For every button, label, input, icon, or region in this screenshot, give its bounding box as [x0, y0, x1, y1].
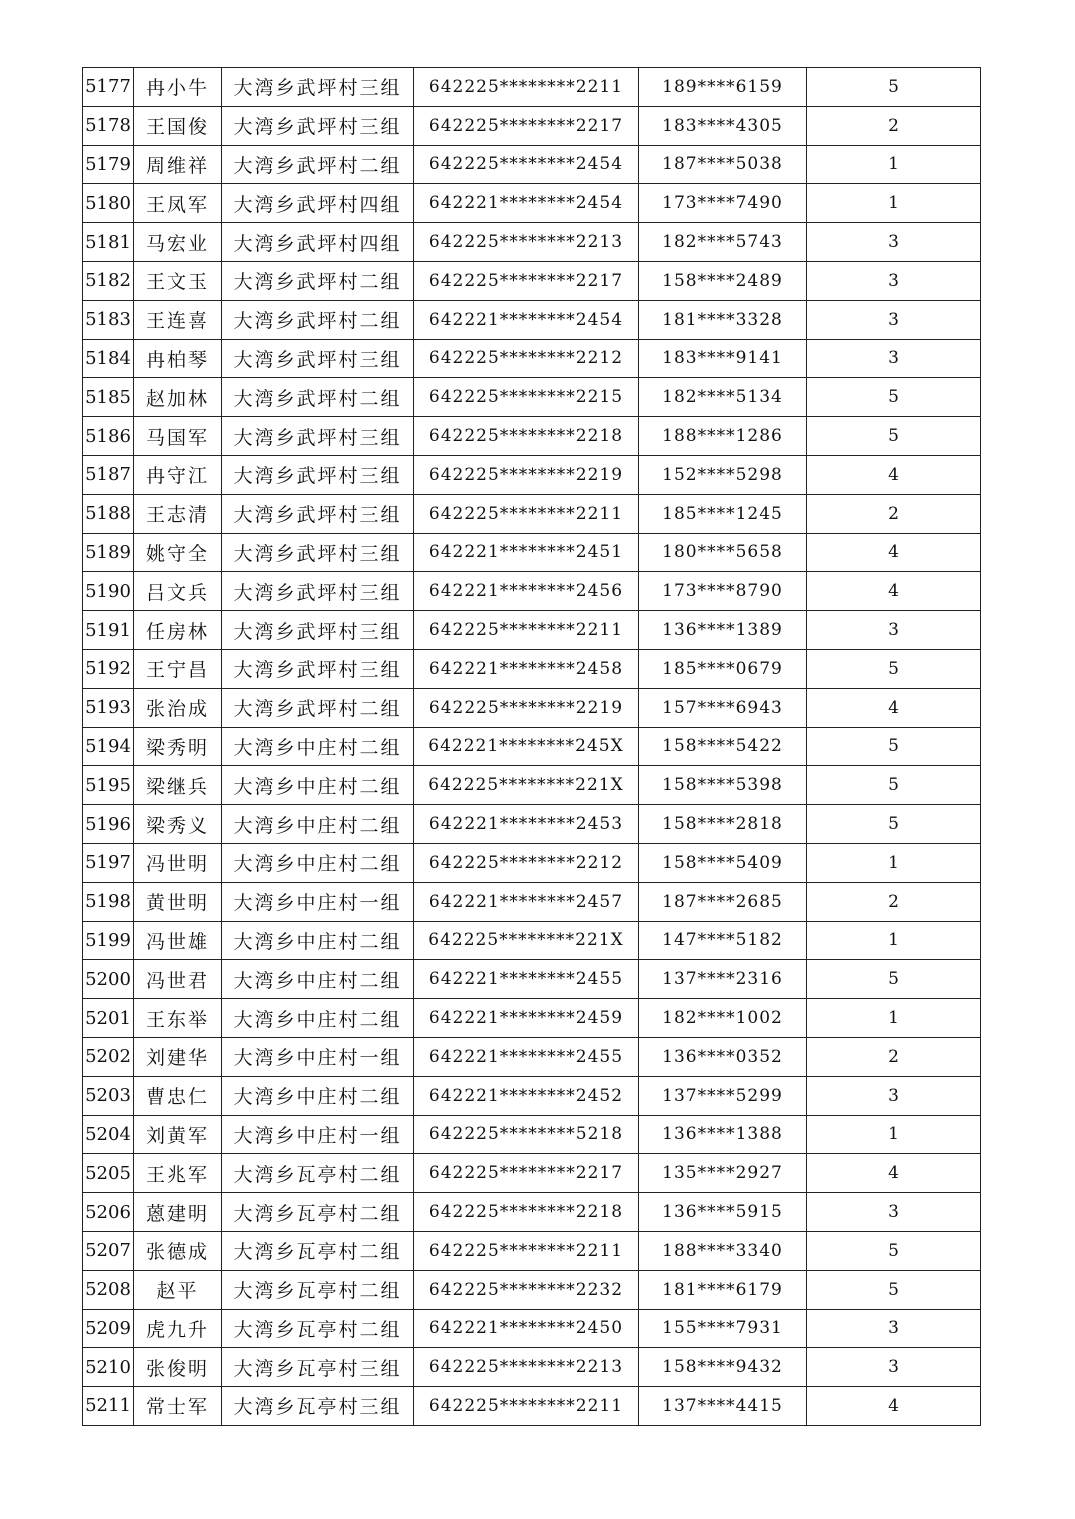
id-number-cell: 642225********2219 — [414, 688, 639, 727]
household-count-cell: 4 — [807, 533, 981, 572]
person-name-cell: 吕文兵 — [134, 572, 222, 611]
phone-cell: 187****5038 — [639, 145, 807, 184]
id-number-cell: 642225********2211 — [414, 1387, 639, 1426]
address-cell: 大湾乡中庄村一组 — [222, 1115, 414, 1154]
id-number-cell: 642225********2217 — [414, 106, 639, 145]
table-row — [83, 223, 981, 262]
person-name-cell: 王凤军 — [134, 184, 222, 223]
table-row — [83, 1348, 981, 1387]
table-row — [83, 1309, 981, 1348]
person-name-cell: 黄世明 — [134, 882, 222, 921]
address-cell: 大湾乡中庄村二组 — [222, 1076, 414, 1115]
person-name-cell: 周维祥 — [134, 145, 222, 184]
table-row — [83, 1076, 981, 1115]
person-name-cell: 曹忠仁 — [134, 1076, 222, 1115]
row-number-cell: 5209 — [83, 1309, 134, 1348]
household-count-cell: 3 — [807, 300, 981, 339]
id-number-cell: 642225********2211 — [414, 1231, 639, 1270]
id-number-cell: 642225********221X — [414, 921, 639, 960]
person-name-cell: 冯世君 — [134, 960, 222, 999]
household-count-cell: 3 — [807, 1309, 981, 1348]
person-name-cell: 蒽建明 — [134, 1193, 222, 1232]
row-number-cell: 5189 — [83, 533, 134, 572]
person-name-cell: 王志清 — [134, 494, 222, 533]
person-name-cell: 冉柏琴 — [134, 339, 222, 378]
address-cell: 大湾乡武坪村二组 — [222, 688, 414, 727]
id-number-cell: 642221********2450 — [414, 1309, 639, 1348]
household-count-cell: 5 — [807, 727, 981, 766]
person-name-cell: 张治成 — [134, 688, 222, 727]
table-row — [83, 1387, 981, 1426]
phone-cell: 181****3328 — [639, 300, 807, 339]
household-count-cell: 4 — [807, 688, 981, 727]
household-count-cell: 3 — [807, 1193, 981, 1232]
row-number-cell: 5206 — [83, 1193, 134, 1232]
person-name-cell: 冯世明 — [134, 843, 222, 882]
table-row — [83, 300, 981, 339]
address-cell: 大湾乡中庄村一组 — [222, 1037, 414, 1076]
phone-cell: 183****4305 — [639, 106, 807, 145]
id-number-cell: 642225********2213 — [414, 1348, 639, 1387]
person-name-cell: 王文玉 — [134, 261, 222, 300]
address-cell: 大湾乡中庄村二组 — [222, 843, 414, 882]
household-count-cell: 2 — [807, 494, 981, 533]
household-count-cell: 5 — [807, 1231, 981, 1270]
row-number-cell: 5181 — [83, 223, 134, 262]
household-count-cell: 3 — [807, 1076, 981, 1115]
table-row — [83, 688, 981, 727]
household-count-cell: 5 — [807, 68, 981, 107]
address-cell: 大湾乡武坪村三组 — [222, 494, 414, 533]
row-number-cell: 5190 — [83, 572, 134, 611]
table-row — [83, 1115, 981, 1154]
address-cell: 大湾乡瓦亭村三组 — [222, 1348, 414, 1387]
table-row — [83, 766, 981, 805]
address-cell: 大湾乡中庄村一组 — [222, 882, 414, 921]
household-count-cell: 5 — [807, 805, 981, 844]
address-cell: 大湾乡中庄村二组 — [222, 960, 414, 999]
id-number-cell: 642221********2453 — [414, 805, 639, 844]
phone-cell: 136****0352 — [639, 1037, 807, 1076]
address-cell: 大湾乡武坪村四组 — [222, 184, 414, 223]
table-row — [83, 572, 981, 611]
household-count-cell: 4 — [807, 1154, 981, 1193]
id-number-cell: 642225********2454 — [414, 145, 639, 184]
phone-cell: 137****4415 — [639, 1387, 807, 1426]
address-cell: 大湾乡武坪村二组 — [222, 300, 414, 339]
household-count-cell: 2 — [807, 1037, 981, 1076]
phone-cell: 185****1245 — [639, 494, 807, 533]
person-name-cell: 常士军 — [134, 1387, 222, 1426]
person-name-cell: 虎九升 — [134, 1309, 222, 1348]
person-name-cell: 张俊明 — [134, 1348, 222, 1387]
row-number-cell: 5202 — [83, 1037, 134, 1076]
table-row — [83, 184, 981, 223]
phone-cell: 136****1389 — [639, 611, 807, 650]
household-count-cell: 1 — [807, 921, 981, 960]
phone-cell: 152****5298 — [639, 455, 807, 494]
table-row — [83, 843, 981, 882]
phone-cell: 182****5743 — [639, 223, 807, 262]
row-number-cell: 5180 — [83, 184, 134, 223]
row-number-cell: 5186 — [83, 417, 134, 456]
phone-cell: 187****2685 — [639, 882, 807, 921]
table-row — [83, 921, 981, 960]
phone-cell: 183****9141 — [639, 339, 807, 378]
row-number-cell: 5205 — [83, 1154, 134, 1193]
id-number-cell: 642225********2213 — [414, 223, 639, 262]
household-count-cell: 1 — [807, 843, 981, 882]
table-row — [83, 882, 981, 921]
person-name-cell: 马国军 — [134, 417, 222, 456]
household-count-cell: 3 — [807, 1348, 981, 1387]
row-number-cell: 5197 — [83, 843, 134, 882]
person-name-cell: 冯世雄 — [134, 921, 222, 960]
table-row — [83, 1154, 981, 1193]
id-number-cell: 642225********2211 — [414, 68, 639, 107]
household-count-cell: 5 — [807, 960, 981, 999]
person-name-cell: 梁继兵 — [134, 766, 222, 805]
id-number-cell: 642225********2218 — [414, 1193, 639, 1232]
household-count-cell: 5 — [807, 417, 981, 456]
id-number-cell: 642221********2459 — [414, 999, 639, 1038]
phone-cell: 155****7931 — [639, 1309, 807, 1348]
table-row — [83, 145, 981, 184]
address-cell: 大湾乡中庄村二组 — [222, 766, 414, 805]
person-name-cell: 王兆军 — [134, 1154, 222, 1193]
table-row — [83, 727, 981, 766]
table-row — [83, 1193, 981, 1232]
id-number-cell: 642225********2217 — [414, 1154, 639, 1193]
phone-cell: 158****5398 — [639, 766, 807, 805]
household-count-cell: 2 — [807, 882, 981, 921]
phone-cell: 188****1286 — [639, 417, 807, 456]
person-name-cell: 冉守江 — [134, 455, 222, 494]
address-cell: 大湾乡中庄村二组 — [222, 727, 414, 766]
row-number-cell: 5185 — [83, 378, 134, 417]
address-cell: 大湾乡瓦亭村二组 — [222, 1270, 414, 1309]
table-row — [83, 378, 981, 417]
table-row — [83, 417, 981, 456]
id-number-cell: 642225********2212 — [414, 339, 639, 378]
row-number-cell: 5192 — [83, 649, 134, 688]
address-cell: 大湾乡武坪村三组 — [222, 106, 414, 145]
phone-cell: 185****0679 — [639, 649, 807, 688]
address-cell: 大湾乡瓦亭村二组 — [222, 1154, 414, 1193]
table-row — [83, 455, 981, 494]
household-count-cell: 1 — [807, 145, 981, 184]
address-cell: 大湾乡中庄村二组 — [222, 999, 414, 1038]
id-number-cell: 642221********2458 — [414, 649, 639, 688]
person-name-cell: 冉小牛 — [134, 68, 222, 107]
row-number-cell: 5195 — [83, 766, 134, 805]
household-count-cell: 3 — [807, 261, 981, 300]
phone-cell: 157****6943 — [639, 688, 807, 727]
phone-cell: 158****5409 — [639, 843, 807, 882]
person-name-cell: 王国俊 — [134, 106, 222, 145]
id-number-cell: 642221********2455 — [414, 1037, 639, 1076]
person-name-cell: 梁秀义 — [134, 805, 222, 844]
phone-cell: 136****5915 — [639, 1193, 807, 1232]
phone-cell: 173****7490 — [639, 184, 807, 223]
phone-cell: 182****1002 — [639, 999, 807, 1038]
phone-cell: 158****2818 — [639, 805, 807, 844]
row-number-cell: 5193 — [83, 688, 134, 727]
table-row — [83, 1270, 981, 1309]
id-number-cell: 642221********2451 — [414, 533, 639, 572]
person-name-cell: 张德成 — [134, 1231, 222, 1270]
address-cell: 大湾乡武坪村三组 — [222, 455, 414, 494]
phone-cell: 135****2927 — [639, 1154, 807, 1193]
row-number-cell: 5201 — [83, 999, 134, 1038]
person-name-cell: 刘建华 — [134, 1037, 222, 1076]
phone-cell: 181****6179 — [639, 1270, 807, 1309]
row-number-cell: 5207 — [83, 1231, 134, 1270]
address-cell: 大湾乡武坪村三组 — [222, 611, 414, 650]
id-number-cell: 642221********245X — [414, 727, 639, 766]
person-name-cell: 马宏业 — [134, 223, 222, 262]
address-cell: 大湾乡中庄村二组 — [222, 805, 414, 844]
row-number-cell: 5188 — [83, 494, 134, 533]
id-number-cell: 642225********2211 — [414, 494, 639, 533]
household-count-cell: 3 — [807, 611, 981, 650]
phone-cell: 137****2316 — [639, 960, 807, 999]
table-row — [83, 106, 981, 145]
household-count-cell: 3 — [807, 339, 981, 378]
address-cell: 大湾乡瓦亭村二组 — [222, 1309, 414, 1348]
person-name-cell: 梁秀明 — [134, 727, 222, 766]
table-row — [83, 649, 981, 688]
household-count-cell: 1 — [807, 184, 981, 223]
phone-cell: 189****6159 — [639, 68, 807, 107]
id-number-cell: 642221********2454 — [414, 300, 639, 339]
id-number-cell: 642221********2456 — [414, 572, 639, 611]
registry-table — [82, 67, 981, 1426]
row-number-cell: 5208 — [83, 1270, 134, 1309]
table-row — [83, 339, 981, 378]
id-number-cell: 642225********5218 — [414, 1115, 639, 1154]
id-number-cell: 642225********2215 — [414, 378, 639, 417]
household-count-cell: 2 — [807, 106, 981, 145]
person-name-cell: 王宁昌 — [134, 649, 222, 688]
table-row — [83, 533, 981, 572]
household-count-cell: 4 — [807, 572, 981, 611]
row-number-cell: 5177 — [83, 68, 134, 107]
phone-cell: 147****5182 — [639, 921, 807, 960]
row-number-cell: 5200 — [83, 960, 134, 999]
id-number-cell: 642225********2218 — [414, 417, 639, 456]
address-cell: 大湾乡瓦亭村二组 — [222, 1231, 414, 1270]
table-row — [83, 261, 981, 300]
table-row — [83, 805, 981, 844]
row-number-cell: 5196 — [83, 805, 134, 844]
address-cell: 大湾乡中庄村二组 — [222, 921, 414, 960]
row-number-cell: 5194 — [83, 727, 134, 766]
household-count-cell: 4 — [807, 455, 981, 494]
row-number-cell: 5199 — [83, 921, 134, 960]
address-cell: 大湾乡武坪村三组 — [222, 533, 414, 572]
phone-cell: 188****3340 — [639, 1231, 807, 1270]
address-cell: 大湾乡武坪村三组 — [222, 68, 414, 107]
address-cell: 大湾乡武坪村三组 — [222, 649, 414, 688]
phone-cell: 137****5299 — [639, 1076, 807, 1115]
phone-cell: 182****5134 — [639, 378, 807, 417]
id-number-cell: 642221********2455 — [414, 960, 639, 999]
household-count-cell: 5 — [807, 1270, 981, 1309]
household-count-cell: 1 — [807, 1115, 981, 1154]
row-number-cell: 5211 — [83, 1387, 134, 1426]
household-count-cell: 5 — [807, 649, 981, 688]
table-row — [83, 960, 981, 999]
address-cell: 大湾乡瓦亭村三组 — [222, 1387, 414, 1426]
id-number-cell: 642225********2217 — [414, 261, 639, 300]
id-number-cell: 642225********2232 — [414, 1270, 639, 1309]
row-number-cell: 5198 — [83, 882, 134, 921]
id-number-cell: 642225********2212 — [414, 843, 639, 882]
row-number-cell: 5178 — [83, 106, 134, 145]
row-number-cell: 5210 — [83, 1348, 134, 1387]
phone-cell: 180****5658 — [639, 533, 807, 572]
phone-cell: 158****2489 — [639, 261, 807, 300]
household-count-cell: 3 — [807, 223, 981, 262]
row-number-cell: 5184 — [83, 339, 134, 378]
person-name-cell: 赵加林 — [134, 378, 222, 417]
address-cell: 大湾乡武坪村二组 — [222, 261, 414, 300]
table-row — [83, 68, 981, 107]
household-count-cell: 1 — [807, 999, 981, 1038]
address-cell: 大湾乡瓦亭村二组 — [222, 1193, 414, 1232]
id-number-cell: 642221********2454 — [414, 184, 639, 223]
phone-cell: 136****1388 — [639, 1115, 807, 1154]
row-number-cell: 5187 — [83, 455, 134, 494]
row-number-cell: 5204 — [83, 1115, 134, 1154]
id-number-cell: 642225********2211 — [414, 611, 639, 650]
household-count-cell: 5 — [807, 766, 981, 805]
id-number-cell: 642221********2457 — [414, 882, 639, 921]
table-row — [83, 1037, 981, 1076]
address-cell: 大湾乡武坪村三组 — [222, 572, 414, 611]
person-name-cell: 赵平 — [134, 1270, 222, 1309]
table-row — [83, 611, 981, 650]
address-cell: 大湾乡武坪村二组 — [222, 145, 414, 184]
id-number-cell: 642225********2219 — [414, 455, 639, 494]
phone-cell: 173****8790 — [639, 572, 807, 611]
person-name-cell: 王连喜 — [134, 300, 222, 339]
id-number-cell: 642225********221X — [414, 766, 639, 805]
person-name-cell: 任房林 — [134, 611, 222, 650]
table-row — [83, 494, 981, 533]
row-number-cell: 5182 — [83, 261, 134, 300]
id-number-cell: 642221********2452 — [414, 1076, 639, 1115]
person-name-cell: 刘黄军 — [134, 1115, 222, 1154]
address-cell: 大湾乡武坪村三组 — [222, 417, 414, 456]
phone-cell: 158****9432 — [639, 1348, 807, 1387]
phone-cell: 158****5422 — [639, 727, 807, 766]
row-number-cell: 5191 — [83, 611, 134, 650]
person-name-cell: 姚守全 — [134, 533, 222, 572]
address-cell: 大湾乡武坪村四组 — [222, 223, 414, 262]
registry-table-body — [83, 68, 981, 1426]
person-name-cell: 王东举 — [134, 999, 222, 1038]
table-row — [83, 999, 981, 1038]
household-count-cell: 5 — [807, 378, 981, 417]
address-cell: 大湾乡武坪村二组 — [222, 378, 414, 417]
address-cell: 大湾乡武坪村三组 — [222, 339, 414, 378]
row-number-cell: 5179 — [83, 145, 134, 184]
row-number-cell: 5183 — [83, 300, 134, 339]
row-number-cell: 5203 — [83, 1076, 134, 1115]
table-row — [83, 1231, 981, 1270]
household-count-cell: 4 — [807, 1387, 981, 1426]
